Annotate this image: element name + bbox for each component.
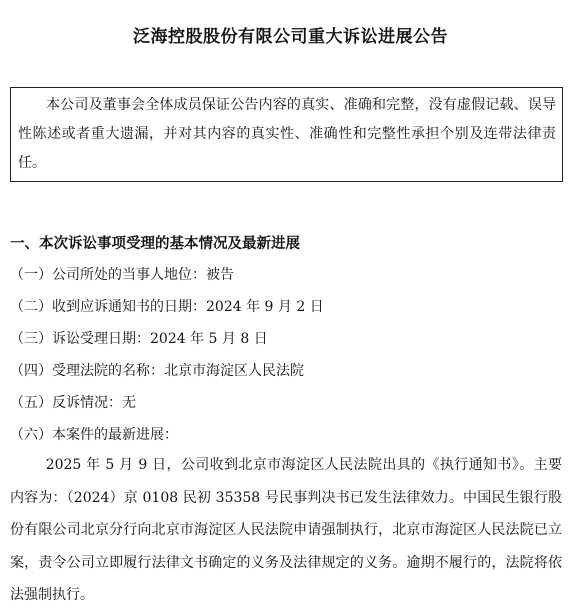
item-acceptance-date: （三）诉讼受理日期：2024 年 5 月 8 日 — [10, 331, 268, 347]
item-court-name: （四）受理法院的名称：北京市海淀区人民法院 — [10, 363, 304, 379]
section-heading: 一、本次诉讼事项受理的基本情况及最新进展 — [10, 236, 300, 252]
document-title: 泛海控股股份有限公司重大诉讼进展公告 — [133, 27, 448, 47]
notice-text: 本公司及董事会全体成员保证公告内容的真实、准确和完整，没有虚假记载、误导性陈述或者重大遗漏，并对其内容的真实性、准确性和完整性承担个别及连带法律责任。 — [18, 97, 556, 171]
item-latest-progress-label: （六）本案件的最新进展： — [10, 427, 178, 443]
board-guarantee-notice — [10, 87, 563, 182]
item-party-status: （一）公司所处的当事人地位：被告 — [10, 267, 234, 283]
item-counterclaim: （五）反诉情况：无 — [10, 395, 136, 411]
item-notice-received-date: （二）收到应诉通知书的日期：2024 年 9 月 2 日 — [10, 299, 324, 315]
latest-progress-text: 2025 年 5 月 9 日，公司收到北京市海淀区人民法院出具的《执行通知书》。主要内容为：（2024）京 0108 民初 35358 号民事判决书已发生法律效力。中国民生银行股份有限公司北京分行向北京市海淀区人民法院申请强制执行，北京市海淀区人民法院已立案，责令公司立即履行法律文书确定的义务及法律规定的义务。逾期不履行的，法院将依法强制执行。 — [10, 457, 562, 603]
